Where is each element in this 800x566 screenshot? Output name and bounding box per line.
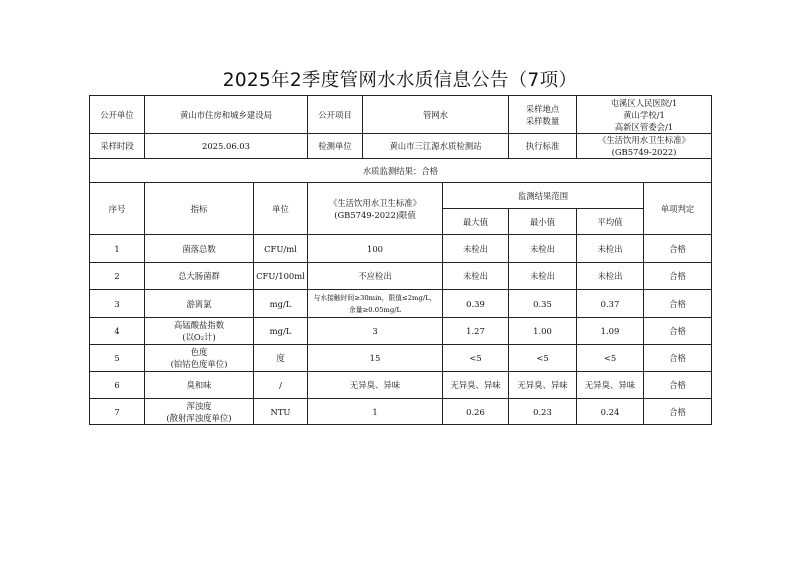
cell-limit: 无异臭、异味 xyxy=(308,372,443,399)
table-row xyxy=(90,372,712,399)
standard-value: 《生活饮用水卫生标准》 (GB5749-2022) xyxy=(577,134,712,159)
publisher-value: 黄山市住房和城乡建设局 xyxy=(145,96,308,134)
cell-avg: 1.09 xyxy=(577,318,644,345)
sampling-sites xyxy=(577,96,712,134)
cell-avg: 未检出 xyxy=(577,235,644,263)
cell-verdict: 合格 xyxy=(644,345,712,372)
cell-indicator: 高锰酸盐指数 (以O₂计) xyxy=(145,318,254,345)
item-value: 管网水 xyxy=(363,96,509,134)
cell-min: 0.23 xyxy=(509,399,577,425)
site-item: 黄山学校/1 xyxy=(623,109,665,120)
result-summary-row xyxy=(90,159,712,183)
cell-verdict: 合格 xyxy=(644,235,712,263)
col-min: 最小值 xyxy=(509,209,577,235)
cell-min: 未检出 xyxy=(509,263,577,290)
cell-unit: mg/L xyxy=(254,290,308,318)
standard-label: 执行标准 xyxy=(509,134,577,159)
cell-max: 1.27 xyxy=(443,318,509,345)
cell-indicator: 菌落总数 xyxy=(145,235,254,263)
cell-verdict: 合格 xyxy=(644,372,712,399)
cell-indicator: 游离氯 xyxy=(145,290,254,318)
page-title: 2025年2季度管网水水质信息公告（7项） xyxy=(222,70,578,91)
cell-avg: 0.37 xyxy=(577,290,644,318)
cell-no: 1 xyxy=(90,235,145,263)
cell-limit: 1 xyxy=(308,399,443,425)
col-no: 序号 xyxy=(90,183,145,235)
col-range: 监测结果范围 xyxy=(443,183,644,209)
cell-limit: 与水接触时间≥30min，限值≤2mg/L， 余量≥0.05mg/L xyxy=(308,290,443,318)
table-row xyxy=(90,399,712,425)
col-max: 最大值 xyxy=(443,209,509,235)
col-limit: 《生活饮用水卫生标准》 (GB5749-2022)限值 xyxy=(308,183,443,235)
cell-no: 7 xyxy=(90,399,145,425)
lab-value: 黄山市三江源水质检测站 xyxy=(363,134,509,159)
cell-avg: 0.24 xyxy=(577,399,644,425)
cell-max: 未检出 xyxy=(443,235,509,263)
cell-avg: 无异臭、异味 xyxy=(577,372,644,399)
header-row-publisher xyxy=(90,96,712,134)
cell-avg: 未检出 xyxy=(577,263,644,290)
cell-min: <5 xyxy=(509,345,577,372)
cell-unit: NTU xyxy=(254,399,308,425)
table-row xyxy=(90,290,712,318)
cell-indicator: 浑浊度 (散射浑浊度单位) xyxy=(145,399,254,425)
result-summary: 水质监测结果：合格 xyxy=(90,159,712,183)
cell-min: 1.00 xyxy=(509,318,577,345)
cell-min: 无异臭、异味 xyxy=(509,372,577,399)
table-row xyxy=(90,318,712,345)
cell-min: 0.35 xyxy=(509,290,577,318)
site-item: 高新区管委会/1 xyxy=(614,121,674,132)
cell-indicator: 总大肠菌群 xyxy=(145,263,254,290)
cell-limit: 3 xyxy=(308,318,443,345)
cell-max: 无异臭、异味 xyxy=(443,372,509,399)
cell-unit: 度 xyxy=(254,345,308,372)
cell-verdict: 合格 xyxy=(644,318,712,345)
cell-avg: <5 xyxy=(577,345,644,372)
site-item: 屯溪区人民医院/1 xyxy=(610,97,678,108)
sampling-site-label: 采样地点 采样数量 xyxy=(509,96,577,134)
cell-max: 0.39 xyxy=(443,290,509,318)
cell-no: 3 xyxy=(90,290,145,318)
sample-time-label: 采样时段 xyxy=(90,134,145,159)
item-label: 公开项目 xyxy=(308,96,363,134)
col-verdict: 单项判定 xyxy=(644,183,712,235)
cell-max: 未检出 xyxy=(443,263,509,290)
table-row xyxy=(90,235,712,263)
water-quality-table xyxy=(89,95,712,425)
sample-time-value: 2025.06.03 xyxy=(145,134,308,159)
cell-verdict: 合格 xyxy=(644,399,712,425)
publisher-label: 公开单位 xyxy=(90,96,145,134)
cell-indicator: 臭和味 xyxy=(145,372,254,399)
cell-max: <5 xyxy=(443,345,509,372)
cell-verdict: 合格 xyxy=(644,290,712,318)
cell-unit: / xyxy=(254,372,308,399)
column-header-row-1 xyxy=(90,183,712,209)
cell-no: 2 xyxy=(90,263,145,290)
cell-unit: CFU/ml xyxy=(254,235,308,263)
col-indicator: 指标 xyxy=(145,183,254,235)
lab-label: 检测单位 xyxy=(308,134,363,159)
header-row-time xyxy=(90,134,712,159)
col-unit: 单位 xyxy=(254,183,308,235)
cell-unit: CFU/100ml xyxy=(254,263,308,290)
cell-limit: 100 xyxy=(308,235,443,263)
cell-limit: 15 xyxy=(308,345,443,372)
cell-no: 6 xyxy=(90,372,145,399)
cell-indicator: 色度 (铂钴色度单位) xyxy=(145,345,254,372)
cell-min: 未检出 xyxy=(509,235,577,263)
table-row xyxy=(90,345,712,372)
col-avg: 平均值 xyxy=(577,209,644,235)
cell-unit: mg/L xyxy=(254,318,308,345)
cell-max: 0.26 xyxy=(443,399,509,425)
table-row xyxy=(90,263,712,290)
cell-no: 4 xyxy=(90,318,145,345)
cell-limit: 不应检出 xyxy=(308,263,443,290)
cell-no: 5 xyxy=(90,345,145,372)
cell-verdict: 合格 xyxy=(644,263,712,290)
